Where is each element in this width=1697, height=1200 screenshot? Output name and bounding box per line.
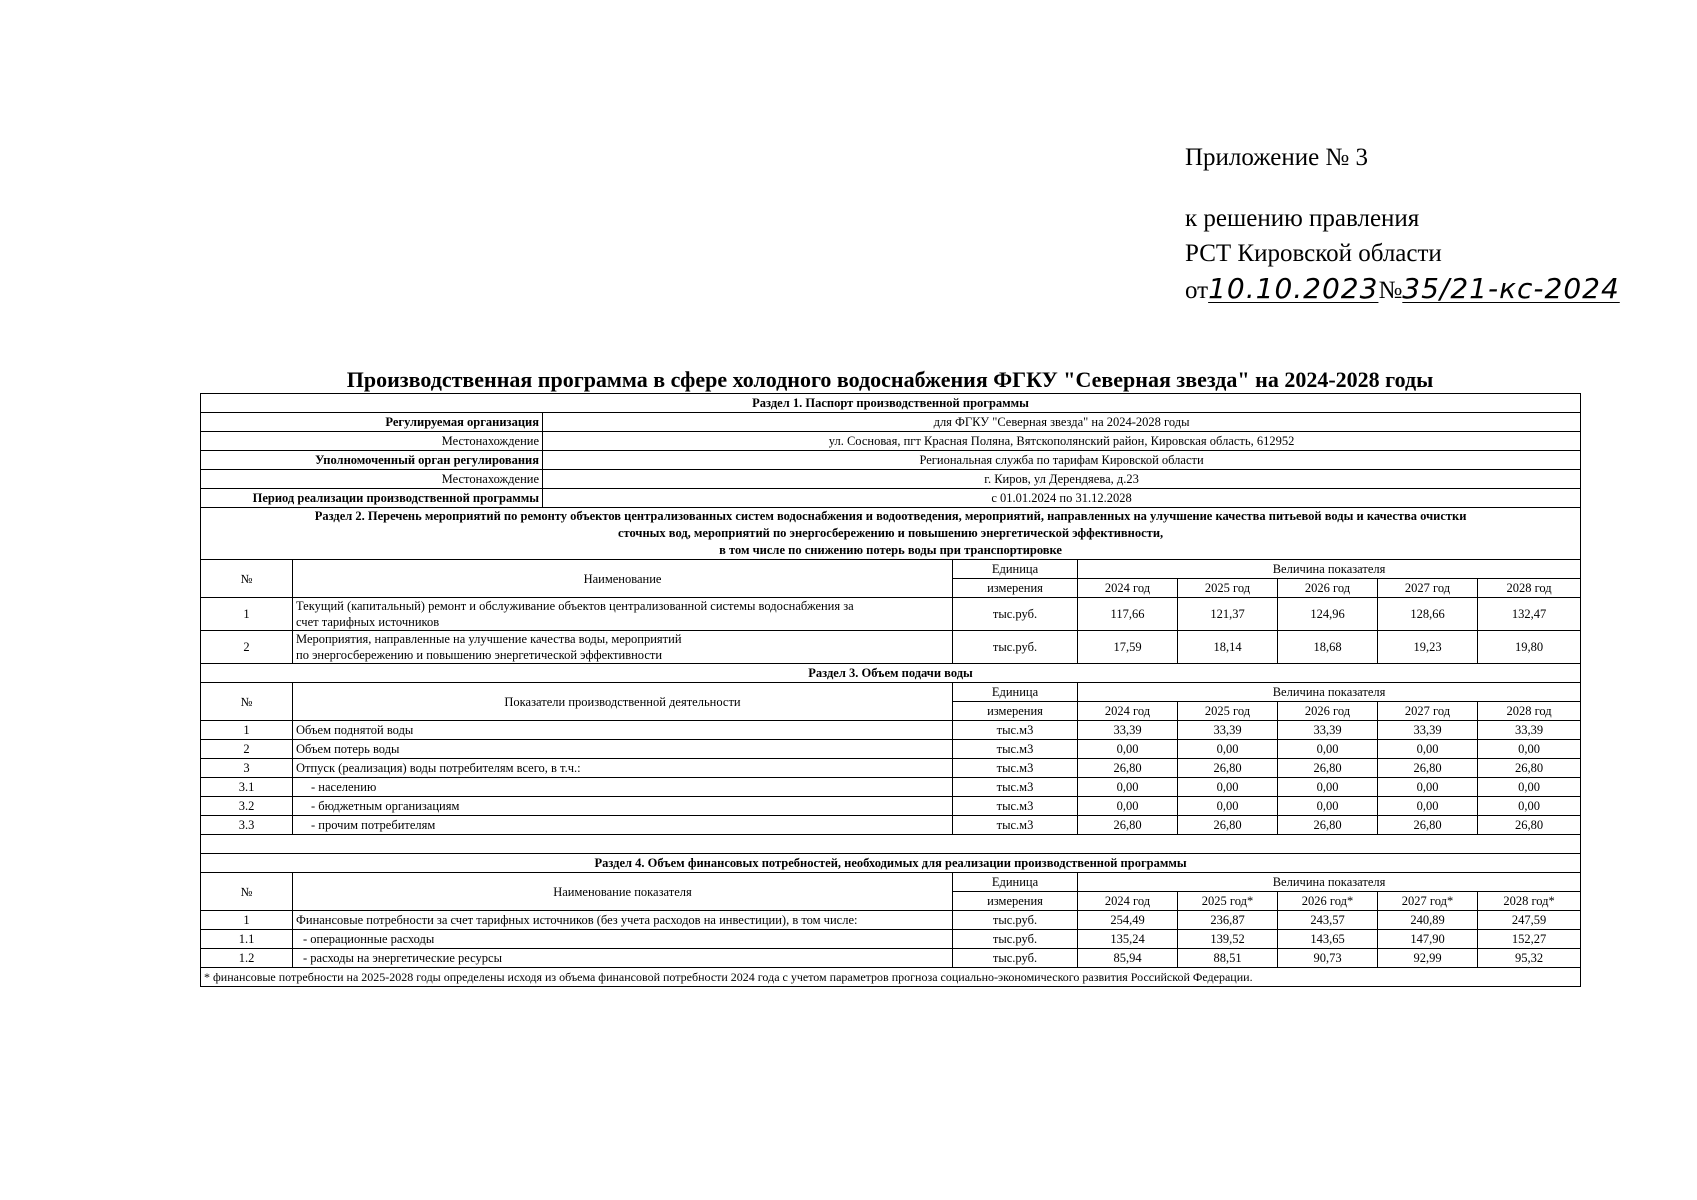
col-value-header: Величина показателя <box>1078 873 1581 892</box>
row-value: 26,80 <box>1178 759 1278 778</box>
row-value: 90,73 <box>1278 949 1378 968</box>
row-value: 85,94 <box>1078 949 1178 968</box>
row-name: Финансовые потребности за счет тарифных источников (без учета расходов на инвестиции), в том числе: <box>293 911 953 930</box>
table-row <box>201 778 1581 797</box>
decision-line-1: к решению правления <box>1185 205 1420 232</box>
row-value: 33,39 <box>1178 721 1278 740</box>
row-no: 3.2 <box>201 797 293 816</box>
row-value: 26,80 <box>1378 816 1478 835</box>
row-no: 2 <box>201 631 293 664</box>
row-value: 0,00 <box>1078 740 1178 759</box>
row-unit: тыс.руб. <box>953 598 1078 631</box>
row-no: 3.3 <box>201 816 293 835</box>
row-no: 3 <box>201 759 293 778</box>
row-value: 247,59 <box>1478 911 1581 930</box>
section4-col-header-row <box>201 873 1581 892</box>
col-no-header: № <box>201 873 293 911</box>
row-value: 0,00 <box>1278 797 1378 816</box>
row-name: - прочим потребителям <box>293 816 953 835</box>
col-name-header: Наименование <box>293 560 953 598</box>
production-program-table <box>200 393 1581 987</box>
col-name-header: Наименование показателя <box>293 873 953 911</box>
row-value: 19,80 <box>1478 631 1581 664</box>
header-gap <box>1185 175 1655 201</box>
row-value: 26,80 <box>1078 759 1178 778</box>
row-value: 0,00 <box>1078 778 1178 797</box>
row-unit: тыс.м3 <box>953 759 1078 778</box>
section3-col-header-row <box>201 683 1581 702</box>
section3-title: Раздел 3. Объем подачи воды <box>201 664 1581 683</box>
row-name: Объем потерь воды <box>293 740 953 759</box>
table-row <box>201 949 1581 968</box>
table-row <box>201 740 1581 759</box>
col-unit-header: измерения <box>953 702 1078 721</box>
row-unit: тыс.м3 <box>953 797 1078 816</box>
row-unit: тыс.м3 <box>953 778 1078 797</box>
year-header: 2028 год* <box>1478 892 1581 911</box>
year-header: 2024 год <box>1078 892 1178 911</box>
row-value: 19,23 <box>1378 631 1478 664</box>
year-header: 2026 год* <box>1278 892 1378 911</box>
row-value: 26,80 <box>1378 759 1478 778</box>
row-value: 18,68 <box>1278 631 1378 664</box>
row-no: 1 <box>201 911 293 930</box>
row-value: 236,87 <box>1178 911 1278 930</box>
row-value: 0,00 <box>1178 740 1278 759</box>
row-name: Объем поднятой воды <box>293 721 953 740</box>
col-unit-header: измерения <box>953 579 1078 598</box>
row-no: 1.2 <box>201 949 293 968</box>
decision-date-line <box>1185 271 1655 308</box>
row-value: 0,00 <box>1178 778 1278 797</box>
document-title: Производственная программа в сфере холодного водоснабжения ФГКУ "Северная звезда" на 2024-2028 годы <box>346 367 1434 392</box>
row-name-line: Мероприятия, направленные на улучшение качества воды, мероприятий <box>296 632 682 646</box>
table-row <box>201 631 1581 664</box>
section2-col-header-row <box>201 560 1581 579</box>
row-value: 128,66 <box>1378 598 1478 631</box>
row-value: 0,00 <box>1178 797 1278 816</box>
passport-row <box>201 413 1581 432</box>
row-value: 0,00 <box>1378 797 1478 816</box>
row-unit: тыс.руб. <box>953 930 1078 949</box>
row-no: 2 <box>201 740 293 759</box>
section4-title: Раздел 4. Объем финансовых потребностей, необходимых для реализации производственной программы <box>201 854 1581 873</box>
row-value: 143,65 <box>1278 930 1378 949</box>
year-header: 2028 год <box>1478 579 1581 598</box>
row-value: 124,96 <box>1278 598 1378 631</box>
row-value: 33,39 <box>1378 721 1478 740</box>
row-value: 92,99 <box>1378 949 1478 968</box>
year-header: 2027 год* <box>1378 892 1478 911</box>
row-value: 0,00 <box>1278 740 1378 759</box>
col-unit-header: измерения <box>953 892 1078 911</box>
row-value: 139,52 <box>1178 930 1278 949</box>
row-name-line: счет тарифных источников <box>296 615 440 629</box>
row-no: 1 <box>201 721 293 740</box>
row-value: 26,80 <box>1178 816 1278 835</box>
passport-row <box>201 470 1581 489</box>
row-value: 26,80 <box>1278 816 1378 835</box>
handwritten-number: 35/21-кс-2024 <box>1402 272 1620 305</box>
row-name <box>293 598 953 631</box>
row-value: 0,00 <box>1378 778 1478 797</box>
row-name-line: по энергосбережению и повышению энергетической эффективности <box>296 648 663 662</box>
table-row <box>201 759 1581 778</box>
row-no: 1 <box>201 598 293 631</box>
row-value: 0,00 <box>1478 740 1581 759</box>
row-value: 117,66 <box>1078 598 1178 631</box>
section2-title-line: сточных вод, мероприятий по энергосбережению и повышению энергетической эффективности, <box>617 526 1164 540</box>
year-header: 2027 год <box>1378 579 1478 598</box>
row-name: Отпуск (реализация) воды потребителям всего, в т.ч.: <box>293 759 953 778</box>
passport-value: для ФГКУ "Северная звезда" на 2024-2028 годы <box>543 413 1581 432</box>
row-name <box>293 631 953 664</box>
row-no: 3.1 <box>201 778 293 797</box>
year-header: 2025 год* <box>1178 892 1278 911</box>
table-row <box>201 816 1581 835</box>
decision-line-2: РСТ Кировской области <box>1185 240 1442 267</box>
year-header: 2026 год <box>1278 702 1378 721</box>
passport-label: Местонахождение <box>201 432 543 451</box>
passport-label: Регулируемая организация <box>201 413 543 432</box>
approval-header <box>1185 140 1655 308</box>
row-value: 243,57 <box>1278 911 1378 930</box>
row-value: 132,47 <box>1478 598 1581 631</box>
passport-label: Уполномоченный орган регулирования <box>201 451 543 470</box>
col-unit-header: Единица <box>953 683 1078 702</box>
passport-row <box>201 432 1581 451</box>
col-unit-header: Единица <box>953 560 1078 579</box>
row-value: 26,80 <box>1078 816 1178 835</box>
footnote-row <box>201 968 1581 987</box>
year-header: 2026 год <box>1278 579 1378 598</box>
section4-header-row <box>201 854 1581 873</box>
row-value: 0,00 <box>1078 797 1178 816</box>
section2-header-row <box>201 508 1581 560</box>
section3-header-row <box>201 664 1581 683</box>
year-header: 2025 год <box>1178 579 1278 598</box>
row-value: 135,24 <box>1078 930 1178 949</box>
row-name: - бюджетным организациям <box>293 797 953 816</box>
row-name: - расходы на энергетические ресурсы <box>293 949 953 968</box>
col-no-header: № <box>201 560 293 598</box>
table-row <box>201 721 1581 740</box>
col-unit-header: Единица <box>953 873 1078 892</box>
year-header: 2024 год <box>1078 579 1178 598</box>
row-name: - населению <box>293 778 953 797</box>
table-row <box>201 598 1581 631</box>
passport-label: Местонахождение <box>201 470 543 489</box>
row-value: 0,00 <box>1278 778 1378 797</box>
section2-title-line: в том числе по снижению потерь воды при транспортировке <box>719 543 1062 557</box>
row-value: 33,39 <box>1478 721 1581 740</box>
spacer-cell <box>201 835 1581 854</box>
row-no: 1.1 <box>201 930 293 949</box>
from-prefix: от <box>1185 277 1209 304</box>
table-row <box>201 797 1581 816</box>
section1-title: Раздел 1. Паспорт производственной программы <box>201 394 1581 413</box>
row-value: 152,27 <box>1478 930 1581 949</box>
row-value: 240,89 <box>1378 911 1478 930</box>
passport-value: Региональная служба по тарифам Кировской области <box>543 451 1581 470</box>
year-header: 2027 год <box>1378 702 1478 721</box>
row-value: 88,51 <box>1178 949 1278 968</box>
row-value: 0,00 <box>1478 778 1581 797</box>
table-row <box>201 911 1581 930</box>
col-no-header: № <box>201 683 293 721</box>
row-value: 18,14 <box>1178 631 1278 664</box>
row-value: 26,80 <box>1478 759 1581 778</box>
row-value: 0,00 <box>1478 797 1581 816</box>
row-unit: тыс.м3 <box>953 721 1078 740</box>
year-header: 2024 год <box>1078 702 1178 721</box>
number-prefix: № <box>1378 277 1403 304</box>
row-value: 33,39 <box>1278 721 1378 740</box>
col-value-header: Величина показателя <box>1078 560 1581 579</box>
row-name: - операционные расходы <box>293 930 953 949</box>
row-value: 147,90 <box>1378 930 1478 949</box>
row-value: 95,32 <box>1478 949 1581 968</box>
handwritten-date: 10.10.2023 <box>1208 272 1379 305</box>
footnote: * финансовые потребности на 2025-2028 годы определены исходя из объема финансовой потребности 2024 года с учетом параметров прогноза социально-экономического развития Российской Федерации. <box>201 968 1581 987</box>
row-unit: тыс.руб. <box>953 949 1078 968</box>
year-header: 2025 год <box>1178 702 1278 721</box>
row-unit: тыс.м3 <box>953 740 1078 759</box>
passport-label: Период реализации производственной программы <box>201 489 543 508</box>
table-row <box>201 930 1581 949</box>
row-value: 26,80 <box>1478 816 1581 835</box>
section1-header-row <box>201 394 1581 413</box>
section2-title-line: Раздел 2. Перечень мероприятий по ремонту объектов централизованных систем водоснабжения и водоотведения, мероприятий, направленных на улучшение качества питьевой воды и качества очистки <box>314 509 1467 523</box>
passport-value: ул. Сосновая, пгт Красная Поляна, Вятскополянский район, Кировская область, 612952 <box>543 432 1581 451</box>
appendix-label: Приложение № 3 <box>1185 144 1369 171</box>
row-value: 33,39 <box>1078 721 1178 740</box>
col-name-header: Показатели производственной деятельности <box>293 683 953 721</box>
passport-row <box>201 451 1581 470</box>
row-value: 254,49 <box>1078 911 1178 930</box>
row-unit: тыс.м3 <box>953 816 1078 835</box>
section2-title <box>201 508 1581 560</box>
passport-value: г. Киров, ул Дерендяева, д.23 <box>543 470 1581 489</box>
col-value-header: Величина показателя <box>1078 683 1581 702</box>
row-value: 17,59 <box>1078 631 1178 664</box>
row-unit: тыс.руб. <box>953 911 1078 930</box>
passport-row <box>201 489 1581 508</box>
passport-value: с 01.01.2024 по 31.12.2028 <box>543 489 1581 508</box>
row-value: 0,00 <box>1378 740 1478 759</box>
row-unit: тыс.руб. <box>953 631 1078 664</box>
row-value: 121,37 <box>1178 598 1278 631</box>
row-name-line: Текущий (капитальный) ремонт и обслуживание объектов централизованной системы водоснабжения за <box>296 599 854 613</box>
row-value: 26,80 <box>1278 759 1378 778</box>
year-header: 2028 год <box>1478 702 1581 721</box>
spacer-row <box>201 835 1581 854</box>
